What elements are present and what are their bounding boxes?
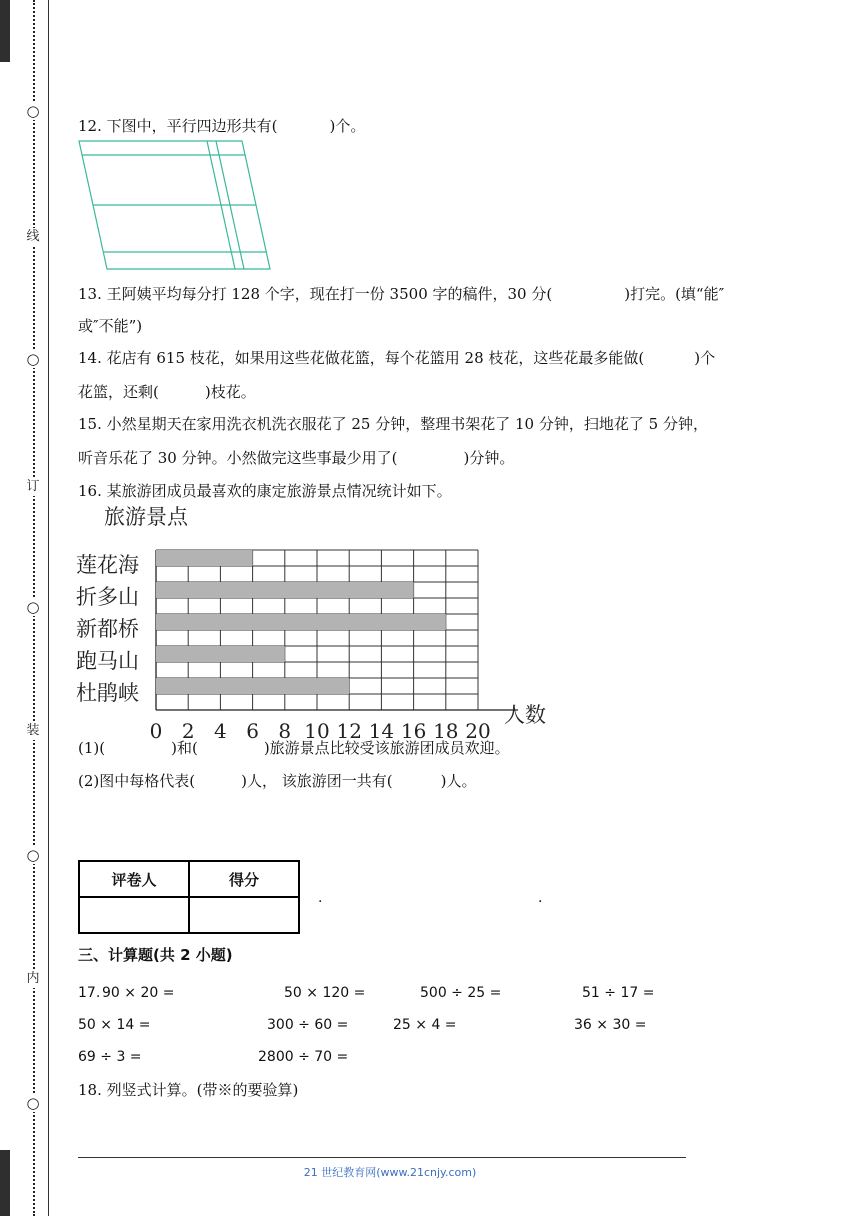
x-tick-label: 4 (214, 719, 227, 743)
category-label: 杜鹃峡 (76, 681, 139, 705)
gutter-label-nei: 内 (24, 970, 42, 988)
category-label: 莲花海 (76, 553, 139, 577)
question-13-line1: 13. 王阿姨平均每分打 128 个字，现在打一份 3500 字的稿件，30 分( )打完。(填“能″ (78, 285, 725, 303)
bar-杜鹃峡 (156, 678, 349, 694)
score-table-grader-cell[interactable] (79, 897, 189, 933)
question-17-number: 17. (78, 985, 101, 1001)
x-tick-label: 14 (368, 719, 395, 743)
bar-折多山 (156, 582, 414, 598)
attractions-bar-chart (70, 500, 560, 743)
dot-mark: . (538, 890, 543, 906)
footer-source: 21 世纪教育网(www.21cnjy.com) (303, 1166, 477, 1179)
score-table-header-score: 得分 (189, 861, 299, 897)
question-16-part1: (1)( )和( )旅游景点比较受该旅游团成员欢迎。 (78, 739, 510, 757)
gutter-circle-icon: ○ (24, 1094, 42, 1112)
question-15-line1: 15. 小然星期天在家用洗衣机洗衣服花了 25 分钟，整理书架花了 10 分钟，扫地花了 5 分钟， (78, 415, 708, 433)
equation: 25 × 4 = (393, 1017, 457, 1033)
footer-divider (78, 1157, 686, 1158)
question-16-part2: (2)图中每格代表( )人， 该旅游团一共有( )人。 (78, 772, 477, 790)
x-tick-label: 8 (278, 719, 292, 743)
equation: 51 ÷ 17 = (582, 985, 655, 1001)
question-16: 16. 某旅游团成员最喜欢的康定旅游景点情况统计如下。 (78, 482, 452, 500)
x-tick-label: 2 (181, 719, 195, 743)
category-label: 新都桥 (76, 617, 139, 641)
bar-新都桥 (156, 614, 446, 630)
equation: 500 ÷ 25 = (420, 985, 502, 1001)
x-tick-label: 10 (304, 719, 330, 743)
section-3-title: 三、计算题(共 2 小题) (78, 946, 233, 964)
equation: 50 × 120 = (284, 985, 366, 1001)
x-tick-label: 12 (336, 719, 362, 743)
x-tick-label: 6 (246, 719, 259, 743)
gutter-circle-icon: ○ (24, 846, 42, 864)
chart-x-axis-label: 人数 (504, 703, 546, 727)
category-label: 跑马山 (76, 649, 139, 673)
gutter-edge-bar (0, 1150, 10, 1216)
chart-title: 旅游景点 (104, 505, 188, 529)
question-12: 12. 下图中，平行四边形共有( )个。 (78, 117, 366, 135)
gutter-circle-icon: ○ (24, 350, 42, 368)
gutter-circle-icon: ○ (24, 598, 42, 616)
x-tick-label: 18 (433, 719, 459, 743)
bar-跑马山 (156, 646, 285, 662)
dot-mark: . (318, 890, 323, 906)
category-label: 折多山 (76, 585, 139, 609)
binding-gutter (0, 0, 49, 1216)
score-table (78, 860, 300, 934)
equation: 90 × 20 = (102, 985, 175, 1001)
gutter-edge-bar (0, 0, 10, 62)
question-18: 18. 列竖式计算。(带※的要验算) (78, 1081, 299, 1099)
question-15-line2: 听音乐花了 30 分钟。小然做完这些事最少用了( )分钟。 (78, 449, 515, 467)
chart-category-labels (76, 553, 139, 705)
question-14-line2: 花篮，还剩( )枝花。 (78, 383, 256, 401)
score-table-score-cell[interactable] (189, 897, 299, 933)
equation: 36 × 30 = (574, 1017, 647, 1033)
gutter-label-ding: 订 (24, 478, 42, 496)
equation: 300 ÷ 60 = (267, 1017, 349, 1033)
equation: 2800 ÷ 70 = (258, 1049, 349, 1065)
gutter-circle-icon: ○ (24, 102, 42, 120)
question-13-line2: 或″不能”) (78, 317, 143, 335)
equation: 69 ÷ 3 = (78, 1049, 142, 1065)
x-tick-label: 20 (465, 719, 491, 743)
chart-bars (156, 550, 446, 694)
parallelogram-figure (76, 138, 274, 272)
bar-莲花海 (156, 550, 253, 566)
gutter-label-xian: 线 (24, 228, 42, 246)
question-14-line1: 14. 花店有 615 枝花，如果用这些花做花篮，每个花篮用 28 枝花，这些花最多能做( )个 (78, 349, 716, 367)
x-tick-label: 16 (400, 719, 427, 743)
x-tick-label: 0 (149, 719, 163, 743)
gutter-label-zhuang: 装 (24, 722, 42, 740)
equation: 50 × 14 = (78, 1017, 151, 1033)
score-table-header-grader: 评卷人 (79, 861, 189, 897)
